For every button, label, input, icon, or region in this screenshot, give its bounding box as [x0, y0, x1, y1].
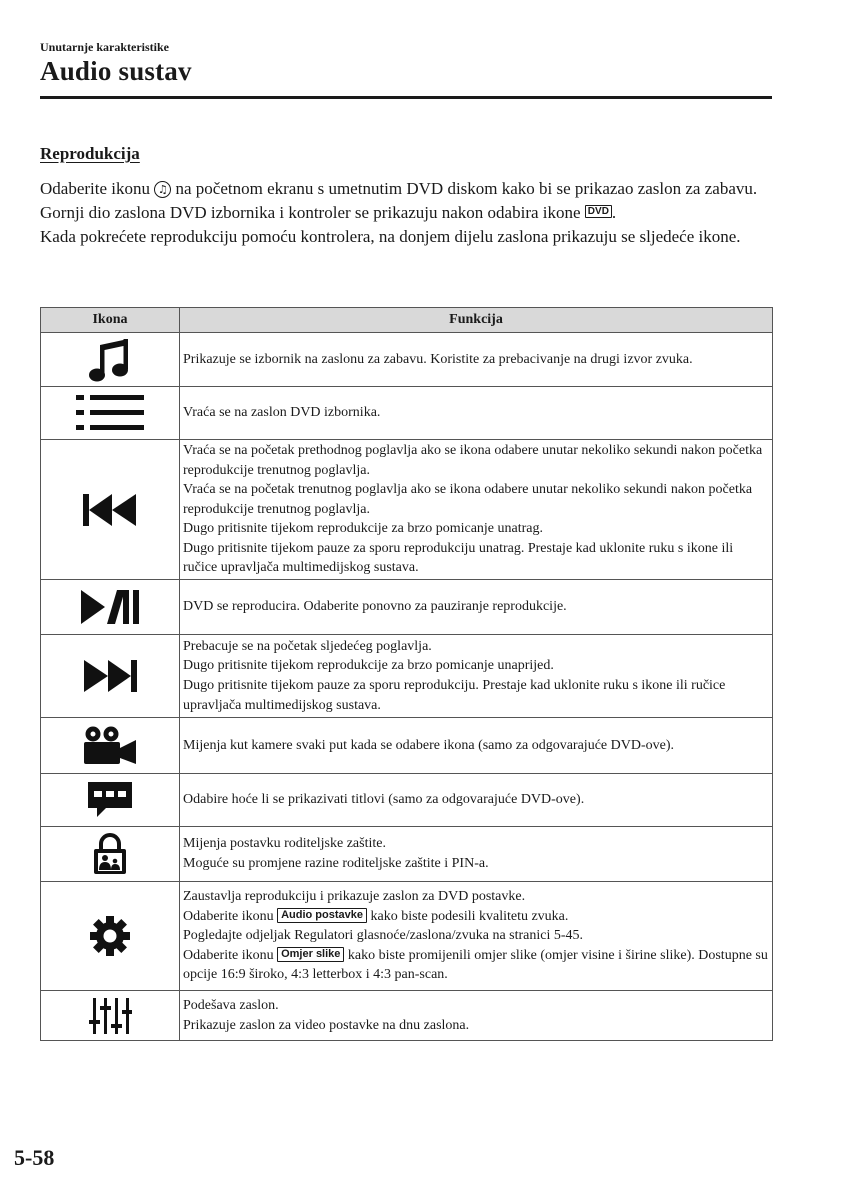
table-header-row: [41, 308, 773, 333]
description-text-part: Odaberite ikonu: [183, 947, 278, 963]
row-description: [180, 440, 773, 580]
description-text-part: kako biste podesili kvalitetu zvuka.: [367, 908, 569, 924]
subtitles-icon: [41, 774, 180, 827]
row-description: [180, 827, 773, 882]
table-row: [41, 440, 773, 580]
row-description: [180, 991, 773, 1041]
table-row: [41, 580, 773, 635]
description-line: Podešava zaslon.: [183, 997, 279, 1013]
description-line: Prikazuje se izbornik na zaslonu za zabavu. Koristite za prebacivanje na drugi izvor zvuka.: [183, 351, 693, 367]
row-description: [180, 387, 773, 440]
next-chapter-icon: [41, 635, 180, 718]
section-label: Unutarnje karakteristike: [40, 40, 169, 54]
description-line: Moguće su promjene razine roditeljske zaštite i PIN-a.: [183, 856, 489, 871]
description-line: [183, 907, 768, 927]
table-row: [41, 882, 773, 991]
table-row: [41, 827, 773, 882]
description-line: Odabire hoće li se prikazivati titlovi (samo za odgovarajuće DVD-ove).: [183, 792, 585, 808]
function-table: [40, 307, 773, 1041]
intro-text: [40, 177, 780, 249]
description-line: Dugo pritisnite tijekom reprodukcije za brzo pomicanje unatrag.: [183, 521, 543, 537]
description-line: Prikazuje zaslon za video postavke na dnu zaslona.: [183, 1017, 470, 1033]
description-line: Dugo pritisnite tijekom pauze za sporu reprodukciju. Prestaje kad uklonite ruku s ikone ili ručice upravljača multimedijskog sustava.: [183, 678, 726, 713]
aspect-ratio-button: Omjer slike: [277, 947, 344, 962]
table-row: [41, 774, 773, 827]
description-line: Vraća se na početak trenutnog poglavlja ako se ikona odabere unutar nekoliko sekundi nakon početka reprodukcije trenutnog poglavlja.: [183, 482, 753, 517]
intro-paragraph-2: Kada pokrećete reprodukciju pomoću kontrolera, na donjem dijelu zaslona prikazuju se sljedeće ikone.: [40, 227, 741, 246]
row-description: [180, 718, 773, 774]
description-line: Pogledajte odjeljak Regulatori glasnoće/zaslona/zvuka na stranici 5-45.: [183, 928, 584, 944]
table-row: [41, 387, 773, 440]
equalizer-sliders-icon: [41, 991, 180, 1041]
description-line: Vraća se na zaslon DVD izbornika.: [183, 405, 381, 421]
title-divider: [40, 96, 772, 99]
parental-lock-icon: [41, 827, 180, 882]
previous-chapter-icon: [41, 440, 180, 580]
description-line: Vraća se na početak prethodnog poglavlja ako se ikona odabere unutar nekoliko sekundi nakon početka reprodukcije trenutnog poglavlja.: [183, 442, 763, 478]
page-title: Audio sustav: [40, 56, 192, 86]
table-row: [41, 991, 773, 1041]
table-row: [41, 333, 773, 387]
row-description: [180, 882, 773, 991]
description-line: Dugo pritisnite tijekom pauze za sporu reprodukciju unatrag. Prestaje kad uklonite ruku s ikone ili ručice upravljača multimedijskog sustava.: [183, 540, 734, 576]
intro-text-part: Odaberite ikonu: [40, 179, 150, 198]
row-description: [180, 580, 773, 635]
camera-angle-icon: [41, 718, 180, 774]
menu-list-icon: [41, 387, 180, 440]
description-line: Dugo pritisnite tijekom reprodukcije za brzo pomicanje unaprijed.: [183, 658, 554, 674]
header-icon: Ikona: [41, 308, 180, 333]
header-function: Funkcija: [180, 308, 773, 333]
description-line: [183, 946, 768, 985]
description-line: Prebacuje se na početak sljedećeg poglavlja.: [183, 638, 432, 654]
intro-text-part: na početnom ekranu s umetnutim DVD diskom kako bi se prikazao zaslon za zabavu. Gornji dio zaslona DVD izbornika i kontroler se prikazuju nakon odabira ikone: [40, 179, 758, 222]
description-line: Mijenja kut kamere svaki put kada se odabere ikona (samo za odgovarajuće DVD-ove).: [183, 737, 674, 753]
row-description: [180, 333, 773, 387]
settings-gear-icon: [41, 882, 180, 991]
audio-settings-button: Audio postavke: [277, 908, 367, 923]
dvd-button: DVD: [585, 205, 612, 218]
row-description: [180, 774, 773, 827]
description-text-part: kako biste promijenili omjer slike (omjer visine i širine slike). Dostupne su opcije 16:9 široko, 4:3 letterbox i 4:3 pan-scan.: [183, 947, 768, 983]
table-row: [41, 718, 773, 774]
row-description: [180, 635, 773, 718]
table-row: [41, 635, 773, 718]
play-pause-icon: [41, 580, 180, 635]
page-number: 5-58: [14, 1145, 55, 1170]
description-line: Mijenja postavku roditeljske zaštite.: [183, 836, 386, 852]
music-note-icon: [41, 333, 180, 387]
description-line: DVD se reproducira. Odaberite ponovno za pauziranje reprodukcije.: [183, 599, 567, 615]
intro-paragraph-1: [40, 177, 780, 225]
description-text-part: Odaberite ikonu: [183, 908, 278, 924]
intro-text-part: .: [611, 203, 617, 222]
music-note-icon: ♫: [154, 181, 171, 198]
subheading: Reprodukcija: [40, 144, 140, 163]
description-line: Zaustavlja reprodukciju i prikazuje zaslon za DVD postavke.: [183, 889, 526, 905]
